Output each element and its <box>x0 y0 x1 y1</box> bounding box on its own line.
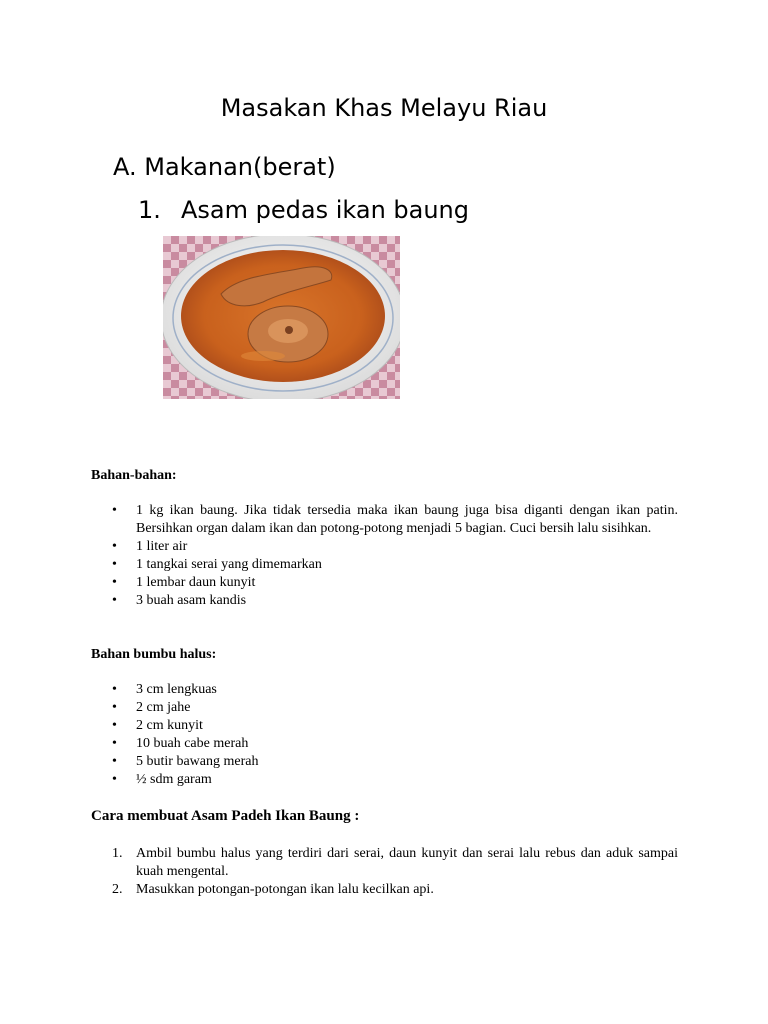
list-item: • 1 lembar daun kunyit <box>112 574 678 592</box>
cara-steps <box>112 845 678 899</box>
step-text: Ambil bumbu halus yang terdiri dari serai, daun kunyit dan serai lalu rebus dan aduk sampai kuah mengental. <box>136 846 678 879</box>
step-text: Masukkan potongan-potongan ikan lalu kecilkan api. <box>136 882 434 897</box>
dish-heading <box>138 196 469 224</box>
page-title: Masakan Khas Melayu Riau <box>220 94 548 122</box>
dish-name: Asam pedas ikan baung <box>181 196 469 224</box>
section-heading: A. Makanan(berat) <box>113 153 336 181</box>
list-item: • ½ sdm garam <box>112 771 678 789</box>
bumbu-label: Bahan bumbu halus: <box>91 647 217 662</box>
list-item: • 1 kg ikan baung. Jika tidak tersedia maka ikan baung juga bisa diganti dengan ikan patin. Bersihkan organ dalam ikan dan potong-potong menjadi 5 bagian. Cuci bersih lalu sisihkan. <box>112 502 678 538</box>
dish-photo <box>163 236 400 399</box>
step-number: 2. <box>112 882 123 897</box>
bahan-label: Bahan-bahan: <box>91 468 177 483</box>
asam-pedas-image <box>163 236 400 399</box>
bahan-list <box>112 502 678 610</box>
bumbu-list <box>112 681 678 789</box>
list-item: • 1 tangkai serai yang dimemarkan <box>112 556 678 574</box>
cara-label: Cara membuat Asam Padeh Ikan Baung : <box>91 808 360 824</box>
list-item: • 1 liter air <box>112 538 678 556</box>
list-item: • 10 buah cabe merah <box>112 735 678 753</box>
step-item <box>112 881 678 899</box>
step-number: 1. <box>112 846 123 861</box>
list-item: • 3 buah asam kandis <box>112 592 678 610</box>
list-item: • 2 cm jahe <box>112 699 678 717</box>
list-item: • 2 cm kunyit <box>112 717 678 735</box>
list-item: • 5 butir bawang merah <box>112 753 678 771</box>
list-item: • 3 cm lengkuas <box>112 681 678 699</box>
step-item <box>112 845 678 881</box>
dish-number: 1. <box>138 196 161 224</box>
